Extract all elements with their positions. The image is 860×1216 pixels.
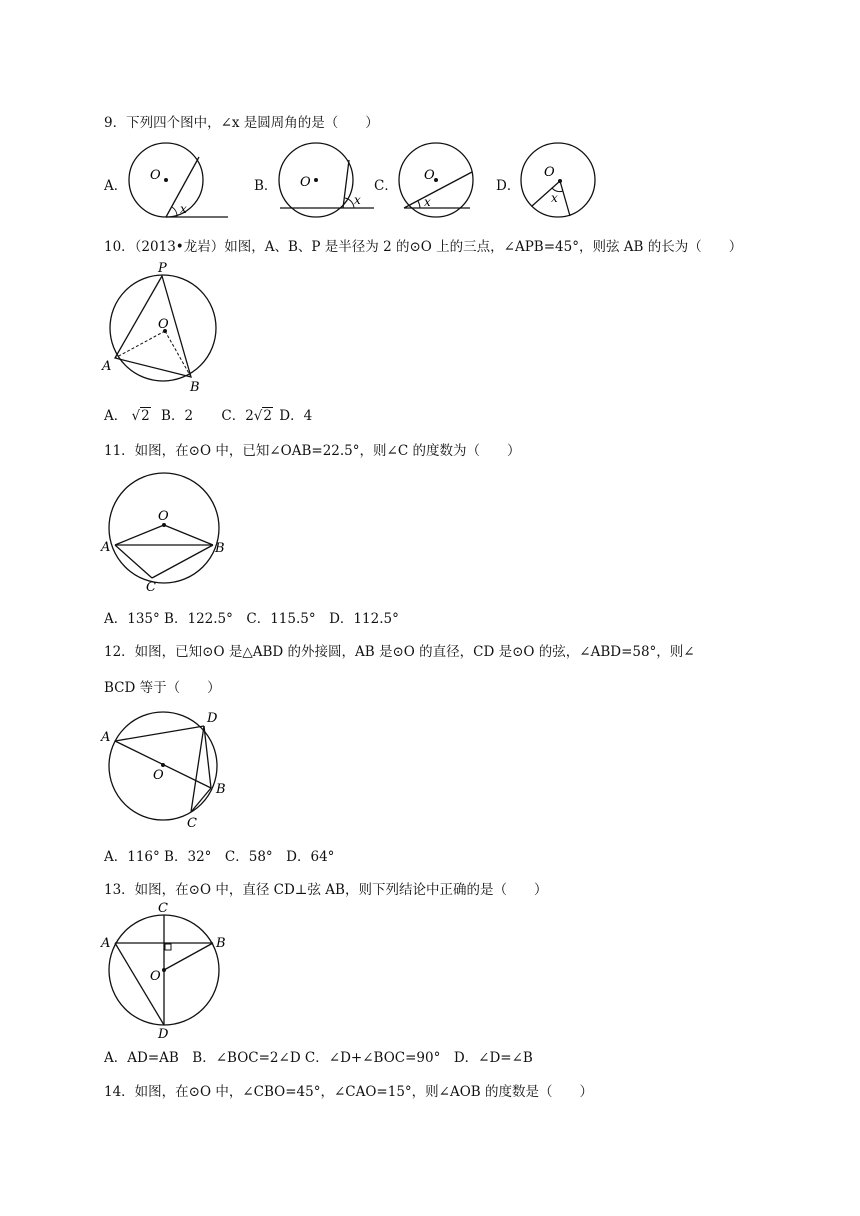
q9-option-b-label: B．: [254, 178, 278, 194]
q13-label-d: D: [158, 1027, 169, 1040]
question-9-stem: 9．下列四个图中，∠x 是圆周角的是（ ）: [104, 115, 379, 131]
q9b-label-x: x: [354, 193, 361, 207]
q11-choices: A．135° B．122.5° C．115.5° D．112.5°: [104, 611, 399, 627]
q9-option-a-label: A．: [104, 178, 128, 194]
q12-label-o: O: [153, 768, 164, 783]
q9-option-d-label: D．: [496, 178, 521, 194]
q9d-label-x: x: [551, 191, 558, 205]
q9-figure-d: [518, 140, 602, 222]
q9c-label-x: x: [424, 195, 431, 209]
q12-choices: A．116° B．32° C．58° D．64°: [104, 849, 335, 865]
question-11-stem: 11．如图，在⊙O 中，已知∠OAB=22.5°，则∠C 的度数为（ ）: [104, 443, 521, 459]
question-14-stem: 14．如图，在⊙O 中，∠CBO=45°，∠CAO=15°，则∠AOB 的度数是（ ）: [104, 1084, 594, 1100]
q12-figure: [100, 704, 234, 832]
question-12-stem-line1: 12．如图，已知⊙O 是△ABD 的外接圆，AB 是⊙O 的直径，CD 是⊙O 的弦，∠ABD=58°，则∠: [104, 644, 695, 660]
q10-label-a: A: [102, 359, 112, 374]
q9b-label-o: O: [300, 175, 311, 190]
q9-figure-c: [396, 140, 480, 222]
q9d-label-o: O: [544, 165, 555, 180]
q9-option-c-label: C．: [374, 178, 398, 194]
q11-figure: [100, 466, 230, 594]
q10-label-b: B: [190, 380, 200, 394]
q10-figure: [100, 258, 224, 394]
question-10-stem: 10．（2013•龙岩）如图，A、B、P 是半径为 2 的⊙O 上的三点，∠APB=45°，则弦 AB 的长为（ ）: [104, 239, 743, 255]
q11-label-o: O: [158, 509, 169, 524]
q11-label-c: C: [146, 580, 156, 594]
q13-label-a: A: [101, 936, 111, 951]
q9-figure-a: [124, 140, 230, 222]
q9c-label-o: O: [424, 168, 435, 183]
q12-label-a: A: [101, 730, 111, 745]
q12-label-c: C: [187, 816, 197, 831]
question-12-stem-line2: BCD 等于（ ）: [104, 680, 221, 696]
q13-label-o: O: [150, 969, 161, 984]
q11-label-b: B: [215, 541, 225, 556]
q12-label-d: D: [207, 711, 218, 726]
q13-label-b: B: [216, 936, 226, 951]
q9-figure-b: [276, 140, 376, 222]
q10-choices: A． √2 B．2 C．2√2 D．4: [104, 408, 313, 424]
q10-label-o: O: [158, 317, 169, 332]
q9a-label-x: x: [180, 202, 187, 216]
q10-label-p: P: [158, 261, 167, 276]
q9a-label-o: O: [150, 168, 161, 183]
question-13-stem: 13．如图，在⊙O 中，直径 CD⊥弦 AB，则下列结论中正确的是（ ）: [104, 882, 548, 898]
q13-choices: A．AD=AB B．∠BOC=2∠D C．∠D+∠BOC=90° D．∠D=∠B: [104, 1050, 533, 1066]
q13-label-c: C: [158, 902, 168, 916]
q12-label-b: B: [216, 782, 226, 797]
q11-label-a: A: [101, 540, 111, 555]
q13-figure: [100, 902, 230, 1040]
